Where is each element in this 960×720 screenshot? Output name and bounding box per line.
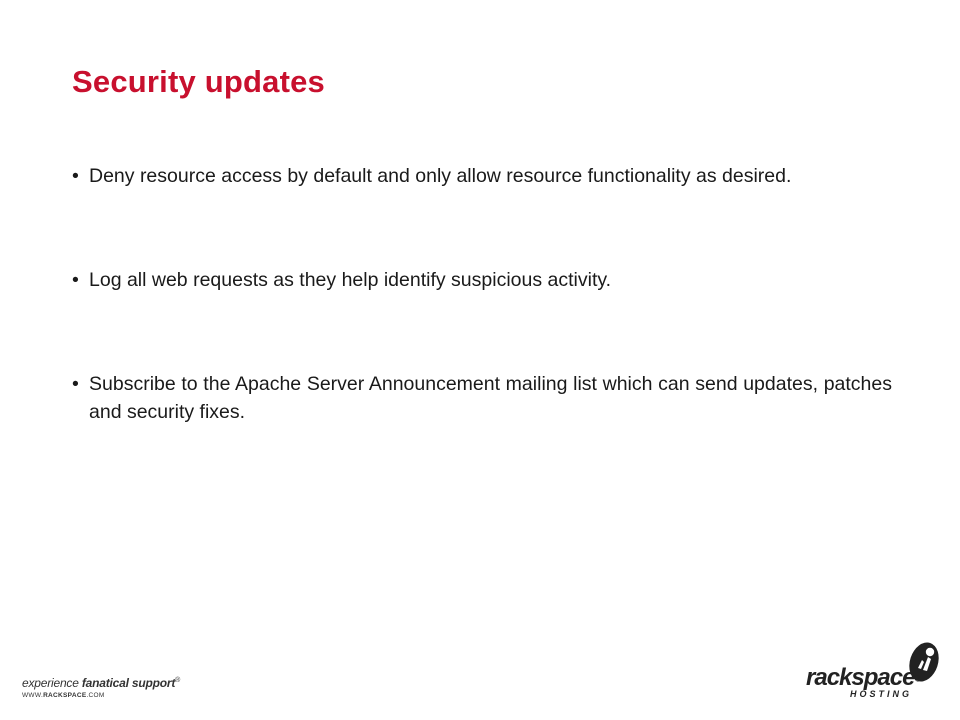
bullet-text: Deny resource access by default and only allow resource functionality as desired. bbox=[89, 165, 792, 187]
bullet-text: Log all web requests as they help identify suspicious activity. bbox=[89, 269, 612, 291]
bullet-list bbox=[72, 162, 892, 502]
bullet-item bbox=[72, 162, 892, 190]
footer-tagline bbox=[22, 676, 180, 690]
bullet-marker: • bbox=[72, 269, 79, 291]
footer-tagline-block bbox=[22, 676, 180, 699]
logo-word-text: rackspace bbox=[806, 664, 915, 691]
footer-url bbox=[22, 692, 180, 699]
tagline-prefix: experience bbox=[22, 676, 82, 690]
rackspace-logo bbox=[806, 640, 946, 704]
tagline-emphasis: fanatical support bbox=[81, 676, 176, 690]
bullet-marker: • bbox=[72, 373, 79, 395]
url-prefix: WWW. bbox=[22, 692, 44, 699]
url-emphasis: RACKSPACE bbox=[43, 692, 87, 699]
slide-title: Security updates bbox=[72, 64, 326, 99]
logo-word bbox=[806, 664, 920, 692]
logo-subtitle: HOSTING bbox=[850, 689, 913, 699]
bullet-item bbox=[72, 266, 892, 294]
url-suffix: .COM bbox=[86, 692, 105, 699]
logo-registered-mark: ® bbox=[914, 673, 921, 684]
tagline-registered-mark: ® bbox=[175, 677, 181, 684]
bullet-item bbox=[72, 370, 892, 426]
bullet-marker: • bbox=[72, 165, 79, 187]
bullet-text: Subscribe to the Apache Server Announcement mailing list which can send updates, patches and security fixes. bbox=[89, 373, 892, 423]
